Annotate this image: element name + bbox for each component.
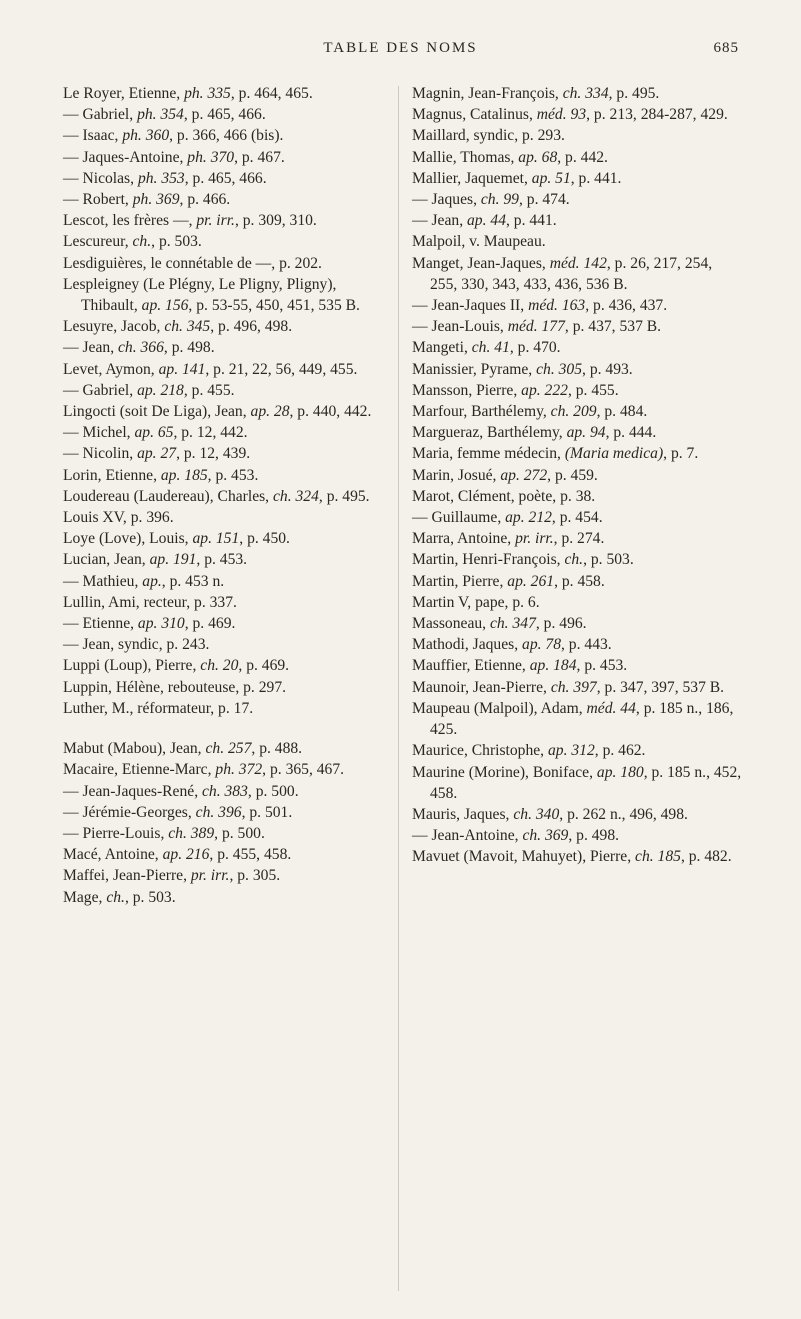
entry-name: Lesuyre, Jacob, (63, 318, 165, 336)
entry-pages: , p. 442. (557, 148, 608, 166)
entry-role: ph. 354 (137, 106, 184, 124)
entry-pages: , p. 347, 397, 537 B. (596, 678, 725, 696)
entry-name: Levet, Aymon, (63, 360, 159, 378)
entry-role: ch. 383 (202, 782, 248, 800)
index-entry (63, 549, 391, 570)
entry-role: ph. 335 (184, 85, 231, 102)
entry-pages: , p. 469. (238, 657, 290, 675)
entry-role: ch. 347 (489, 615, 536, 633)
entry-pages: , p. 453. (576, 657, 628, 675)
entry-role: ap. 191 (149, 551, 197, 569)
index-entry (63, 677, 391, 698)
entry-name: Mallier, Jaquemet, (412, 169, 532, 187)
entry-pages: , p. 365, 467. (262, 761, 345, 779)
entry-pages: , p. 495. (318, 487, 370, 505)
entry-pages: , p. 53-55, 450, 451, 535 B. (188, 297, 360, 315)
entry-name: Maurine (Morine), Boniface, (412, 763, 597, 781)
entry-role: ap. 44 (467, 212, 506, 230)
entry-role: ch. 324 (272, 487, 319, 505)
entry-role: ap. 185 (160, 466, 208, 484)
entry-role: ap. 261 (507, 572, 555, 590)
entry-name: Magnus, Catalinus, (412, 106, 537, 124)
entry-pages: , p. 444. (605, 424, 657, 442)
index-entry (412, 189, 742, 210)
index-entry (412, 104, 742, 125)
entry-name: Martin V, pape, p. 6. (412, 593, 540, 611)
entry-name: Manissier, Pyrame, (412, 360, 537, 378)
entry-name: Loudereau (Laudereau), Charles, (63, 487, 273, 505)
entry-role: ch. 369 (522, 827, 569, 845)
entry-name: Lorin, Etienne, (63, 466, 161, 484)
page-number: 685 (713, 40, 739, 56)
entry-name: Mabut (Mabou), Jean, (63, 740, 206, 758)
entry-name: Mauris, Jaques, (412, 805, 514, 823)
entry-name: Marfour, Barthélemy, (412, 403, 551, 421)
index-entry (63, 571, 391, 592)
index-entry (63, 887, 391, 908)
entry-pages: , p. 500. (214, 824, 265, 842)
entry-name: Manget, Jean-Jaques, (412, 254, 550, 272)
entry-pages: , p. 465, 466. (184, 169, 267, 187)
index-entry (412, 295, 742, 316)
entry-role: ap. 156 (141, 297, 189, 315)
index-entry (412, 401, 742, 422)
entry-name: — Jean, (412, 212, 467, 230)
index-entry (412, 592, 742, 613)
entry-pages: , p. 21, 22, 56, 449, 455. (205, 360, 358, 378)
entry-role: ph. 370 (187, 148, 235, 166)
index-entry (63, 147, 391, 168)
entry-role: ap. 94 (566, 424, 606, 442)
index-entry (63, 125, 391, 146)
index-entry (63, 759, 391, 780)
entry-role: ch. (106, 888, 125, 906)
entry-role: ph. 369 (132, 191, 180, 209)
entry-name: — Jean-Jaques II, (412, 297, 529, 315)
entry-role: pr. irr. (196, 212, 235, 230)
entry-name: Loye (Love), Louis, (63, 530, 193, 548)
index-entry (412, 380, 742, 401)
index-entry (63, 274, 391, 316)
index-entry (412, 316, 742, 337)
entry-name: Lesdiguières, le connétable de —, p. 202. (63, 254, 322, 272)
entry-pages: , p. 458. (554, 572, 605, 590)
index-entry (412, 83, 742, 104)
index-entry (63, 253, 391, 274)
entry-role: ch. 20 (200, 657, 239, 675)
index-entry (412, 804, 742, 825)
entry-pages: , p. 474. (518, 191, 570, 209)
index-entry (412, 549, 742, 570)
entry-role: ap. 310 (137, 615, 185, 633)
index-entry (63, 189, 391, 210)
entry-pages: , p. 482. (680, 848, 732, 866)
index-entry (63, 844, 391, 865)
entry-pages: , p. 496, 498. (210, 318, 293, 336)
entry-name: — Gabriel, (63, 106, 138, 124)
entry-name: — Jean-Antoine, (412, 827, 523, 845)
entry-pages: , p. 498. (568, 827, 620, 845)
entry-role: pr. irr. (515, 530, 554, 548)
entry-pages: , p. 450. (239, 530, 290, 548)
index-entry (412, 231, 742, 252)
index-entry (412, 677, 742, 698)
entry-pages: , p. 500. (247, 782, 299, 800)
running-head (0, 40, 801, 64)
entry-name: Maillard, syndic, p. 293. (412, 127, 565, 145)
entry-role: ch. 340 (513, 805, 560, 823)
index-entry (412, 147, 742, 168)
index-entry (412, 634, 742, 655)
entry-name: — Mathieu, (63, 572, 143, 590)
entry-role: ap. 27 (137, 445, 177, 463)
entry-name: Maffei, Jean-Pierre, (63, 867, 191, 885)
entry-pages: , p. 503. (583, 551, 634, 569)
entry-pages: , p. 501. (241, 803, 293, 821)
entry-name: Macé, Antoine, (63, 846, 163, 864)
entry-pages: , p. 185 n., 452, 458. (430, 763, 742, 802)
entry-pages: , p. 488. (251, 740, 303, 758)
entry-pages: , p. 366, 466 (bis). (169, 127, 284, 145)
entry-name: Marot, Clément, poète, p. 38. (412, 487, 596, 505)
index-entry (412, 507, 742, 528)
index-entry (63, 359, 391, 380)
entry-pages: , p. 503. (124, 888, 176, 906)
index-entry (412, 210, 742, 231)
entry-name: Mage, (63, 888, 107, 906)
entry-pages: , p. 495. (608, 85, 660, 102)
entry-name: Louis XV, p. 396. (63, 509, 174, 527)
entry-name: Mallie, Thomas, (412, 148, 519, 166)
entry-pages: , p. 441. (505, 212, 557, 230)
entry-role: méd. 142 (549, 254, 607, 272)
entry-pages: , p. 12, 442. (173, 424, 248, 442)
index-entry (63, 738, 391, 759)
entry-pages: , p. 440, 442. (289, 403, 372, 421)
entry-pages: , p. 213, 284-287, 429. (586, 106, 728, 124)
entry-role: ap. (142, 572, 162, 590)
entry-role: ch. (132, 233, 152, 251)
entry-role: ch. 345 (164, 318, 211, 336)
entry-role: ap. 51 (531, 169, 571, 187)
entry-name: — Nicolas, (63, 169, 138, 187)
entry-pages: , p. 453 n. (161, 572, 225, 590)
entry-pages: , p. 12, 439. (176, 445, 251, 463)
entry-pages: , p. 26, 217, 254, 255, 330, 343, 433, 436, 536 B. (430, 254, 713, 293)
index-entry (63, 613, 391, 634)
entry-role: ch. 185 (635, 848, 681, 866)
entry-name: — Jean, syndic, p. 243. (63, 636, 210, 654)
index-entry (63, 401, 391, 422)
entry-name: Malpoil, v. Maupeau. (412, 233, 546, 251)
entry-role: ch. 334 (562, 85, 609, 102)
entry-name: — Jean-Louis, (412, 318, 508, 336)
entry-role: ap. 180 (596, 763, 644, 781)
entry-role: ph. 372 (215, 761, 263, 779)
entry-name: Maupeau (Malpoil), Adam, (412, 699, 587, 717)
entry-name: Macaire, Etienne-Marc, (63, 761, 216, 779)
entry-role: ap. 68 (518, 148, 558, 166)
entry-role: ap. 212 (505, 509, 552, 527)
index-entry (412, 571, 742, 592)
entry-pages: , p. 470. (509, 339, 561, 357)
entry-role: ch. (564, 551, 584, 569)
running-title: TABLE DES NOMS (323, 40, 478, 56)
index-entry (412, 486, 742, 507)
entry-name: Mavuet (Mavoit, Mahuyet), Pierre, (412, 848, 636, 866)
entry-pages: , p. 467. (234, 148, 285, 166)
index-entry (412, 846, 742, 867)
index-entry (63, 655, 391, 676)
entry-role: ap. 65 (134, 424, 174, 442)
entry-role: ph. 353 (137, 169, 185, 187)
entry-pages: , p. 455. (183, 381, 235, 399)
index-column-right (412, 83, 742, 868)
index-entry (63, 592, 391, 613)
entry-name: Lullin, Ami, recteur, p. 337. (63, 593, 237, 611)
entry-pages: , p. 464, 465. (230, 85, 313, 102)
index-entry (412, 655, 742, 676)
index-entry (412, 825, 742, 846)
entry-name: Marin, Josué, (412, 466, 501, 484)
entry-pages: , p. 185 n., 186, 425. (430, 699, 734, 739)
index-entry (63, 337, 391, 358)
entry-pages: , p. 262 n., 496, 498. (559, 805, 688, 823)
entry-role: ph. 360 (122, 127, 170, 145)
entry-pages: , p. 484. (596, 403, 648, 421)
entry-name: Mangeti, (412, 339, 472, 357)
entry-role: méd. 44 (586, 699, 636, 717)
index-entry (412, 422, 742, 443)
index-entry (63, 528, 391, 549)
entry-pages: , p. 469. (184, 615, 236, 633)
index-entry (63, 634, 391, 655)
index-entry (63, 168, 391, 189)
index-entry (63, 802, 391, 823)
entry-pages: , p. 493. (582, 360, 633, 378)
entry-pages: , p. 496. (535, 615, 587, 633)
index-entry (412, 443, 742, 464)
index-entry (412, 125, 742, 146)
index-entry (412, 359, 742, 380)
entry-pages: , p. 454. (551, 509, 603, 527)
index-entry (63, 823, 391, 844)
entry-name: — Jean-Jaques-René, (63, 782, 202, 800)
entry-name: — Isaac, (63, 127, 123, 145)
entry-role: ch. 396 (195, 803, 242, 821)
entry-pages: , p. 503. (151, 233, 202, 251)
entry-name: Margueraz, Barthélemy, (412, 424, 567, 442)
entry-name: Luppin, Hélène, rebouteuse, p. 297. (63, 678, 287, 696)
index-column-left (63, 83, 391, 908)
entry-name: Maurice, Christophe, (412, 742, 548, 760)
entry-pages: , p. 436, 437. (585, 297, 668, 315)
entry-role: ch. 99 (480, 191, 519, 209)
index-entry (412, 613, 742, 634)
entry-role: ap. 151 (192, 530, 240, 548)
entry-role: ch. 209 (550, 403, 597, 421)
entry-pages: , p. 455. (567, 381, 619, 399)
entry-role: ap. 216 (162, 846, 210, 864)
entry-name: Lespleigney (Le Plégny, Le Pligny, Pligny), Thibault, (63, 275, 337, 315)
entry-role: ch. 257 (205, 740, 252, 758)
entry-name: Maunoir, Jean-Pierre, (412, 678, 551, 696)
entry-name: Maria, femme médecin, (412, 445, 565, 463)
entry-name: Martin, Pierre, (412, 572, 508, 590)
entry-role: pr. irr. (190, 867, 230, 885)
entry-role: ap. 28 (250, 403, 290, 421)
entry-name: Marra, Antoine, (412, 530, 516, 548)
entry-role: ap. 218 (137, 381, 184, 399)
index-entry (63, 210, 391, 231)
index-entry (63, 865, 391, 886)
entry-pages: , p. 455, 458. (209, 846, 292, 864)
index-entry (63, 83, 391, 104)
index-entry (412, 337, 742, 358)
entry-pages: , p. 7. (663, 445, 699, 463)
entry-name: — Guillaume, (412, 509, 506, 527)
entry-name: — Jean, (63, 339, 118, 357)
entry-name: Massoneau, (412, 615, 490, 633)
column-rule (398, 86, 399, 1291)
index-entry (63, 104, 391, 125)
index-entry (412, 698, 742, 740)
index-entry (412, 740, 742, 761)
index-entry (63, 443, 391, 464)
entry-name: Lingocti (soit De Liga), Jean, (63, 403, 251, 421)
entry-role: ch. 41 (471, 339, 510, 357)
entry-name: Mansson, Pierre, (412, 381, 522, 399)
entry-pages: , p. 462. (594, 742, 646, 760)
index-entry (63, 698, 391, 719)
index-entry (412, 762, 742, 804)
entry-role: ch. 366 (118, 339, 164, 357)
index-entry (63, 781, 391, 802)
index-entry (63, 486, 391, 507)
entry-role: ap. 141 (158, 360, 206, 378)
entry-role: ap. 184 (529, 657, 577, 675)
entry-pages: , p. 305. (229, 867, 281, 885)
entry-pages: , p. 465, 466. (183, 106, 266, 124)
index-entry (63, 316, 391, 337)
entry-pages: , p. 443. (561, 636, 612, 654)
entry-name: Martin, Henri-François, (412, 551, 565, 569)
index-entry (412, 528, 742, 549)
entry-pages: , p. 459. (547, 466, 598, 484)
entry-name: Lescureur, (63, 233, 133, 251)
index-entry (63, 231, 391, 252)
entry-name: — Gabriel, (63, 381, 138, 399)
index-entry (63, 380, 391, 401)
entry-pages: , p. 453. (207, 466, 259, 484)
index-entry (63, 507, 391, 528)
entry-role: ch. 397 (550, 678, 597, 696)
entry-name: — Pierre-Louis, (63, 824, 169, 842)
entry-name: Luppi (Loup), Pierre, (63, 657, 201, 675)
index-entry (412, 168, 742, 189)
entry-role: méd. 163 (528, 297, 586, 315)
entry-name: Magnin, Jean-François, (412, 85, 563, 102)
entry-name: Luther, M., réformateur, p. 17. (63, 699, 254, 717)
entry-role: (Maria medica) (564, 445, 664, 463)
entry-role: méd. 93 (536, 106, 587, 124)
index-entry (412, 253, 742, 295)
entry-pages: , p. 274. (553, 530, 605, 548)
entry-name: — Jérémie-Georges, (63, 803, 196, 821)
entry-pages: , p. 437, 537 B. (564, 318, 662, 336)
entry-role: ap. 78 (522, 636, 561, 654)
entry-pages: , p. 441. (570, 169, 622, 187)
entry-role: méd. 177 (507, 318, 565, 336)
entry-name: Le Royer, Etienne, (63, 85, 185, 102)
index-entry (412, 465, 742, 486)
entry-role: ap. 222 (521, 381, 568, 399)
entry-pages: , p. 309, 310. (234, 212, 317, 230)
entry-name: — Jaques, (412, 191, 481, 209)
index-entry (63, 465, 391, 486)
entry-name: Lucian, Jean, (63, 551, 150, 569)
entry-name: — Michel, (63, 424, 135, 442)
entry-role: ch. 389 (168, 824, 215, 842)
entry-role: ch. 305 (536, 360, 583, 378)
entry-pages: , p. 498. (163, 339, 215, 357)
entry-pages: , p. 453. (196, 551, 248, 569)
entry-name: — Etienne, (63, 615, 138, 633)
entry-pages: , p. 466. (179, 191, 231, 209)
entry-name: Lescot, les frères —, (63, 212, 197, 230)
entry-name: Mauffier, Etienne, (412, 657, 530, 675)
entry-name: — Jaques-Antoine, (63, 148, 188, 166)
entry-role: ap. 272 (500, 466, 548, 484)
index-entry (63, 422, 391, 443)
entry-name: Mathodi, Jaques, (412, 636, 523, 654)
entry-name: — Nicolin, (63, 445, 138, 463)
entry-role: ap. 312 (547, 742, 595, 760)
entry-name: — Robert, (63, 191, 133, 209)
